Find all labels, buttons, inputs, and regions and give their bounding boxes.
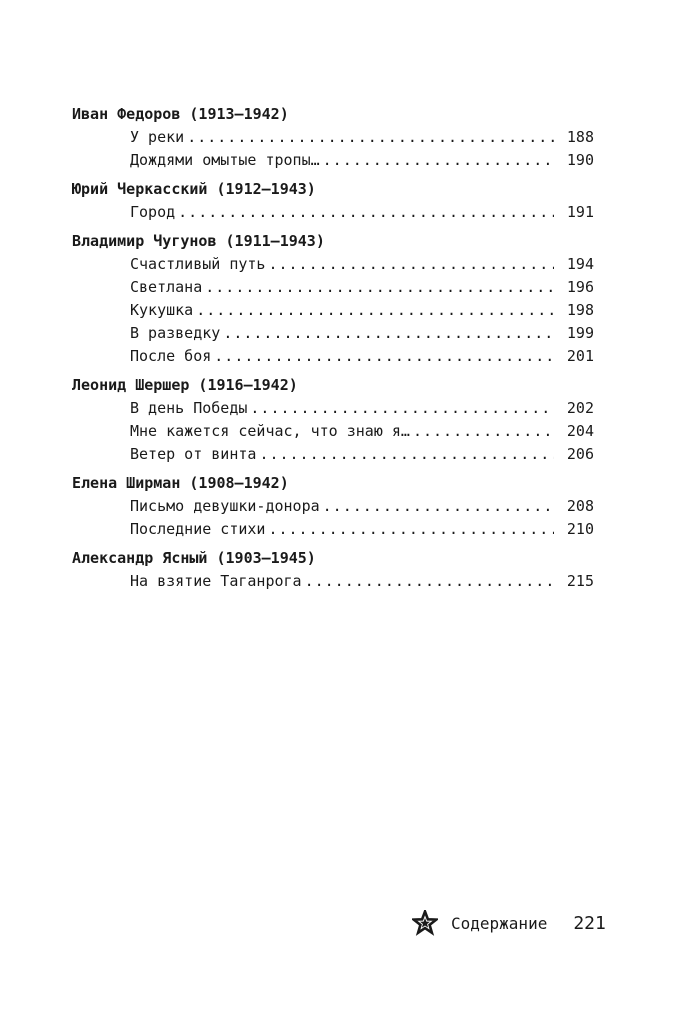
toc-section <box>72 373 594 466</box>
table-of-contents <box>72 102 594 598</box>
entry-title: Ветер от винта <box>130 445 257 463</box>
entry-title: Счастливый путь <box>130 255 266 273</box>
entry-title: После боя <box>130 347 212 365</box>
entry-page-number: 199 <box>566 324 594 342</box>
toc-section <box>72 229 594 368</box>
toc-entry[interactable] <box>130 126 594 149</box>
dot-leader <box>268 518 554 541</box>
entry-title: В день Победы <box>130 399 248 417</box>
toc-entry[interactable] <box>130 322 594 345</box>
toc-entry[interactable] <box>130 299 594 322</box>
dot-leader <box>323 495 554 518</box>
toc-section <box>72 546 594 593</box>
entry-page-number: 190 <box>566 151 594 169</box>
entry-title: Письмо девушки-донора <box>130 497 320 515</box>
author-heading: Александр Ясный (1903–1945) <box>72 549 316 567</box>
entry-page-number: 210 <box>566 520 594 538</box>
author-heading: Юрий Черкасский (1912–1943) <box>72 180 316 198</box>
entry-title: Мне кажется сейчас, что знаю я… <box>130 422 410 440</box>
entry-page-number: 194 <box>566 255 594 273</box>
entry-title: На взятие Таганрога <box>130 572 302 590</box>
entry-title: У реки <box>130 128 185 146</box>
toc-entry[interactable] <box>130 345 594 368</box>
star-icon <box>412 910 438 936</box>
toc-entry[interactable] <box>130 397 594 420</box>
entry-page-number: 198 <box>566 301 594 319</box>
entry-title: Светлана <box>130 278 203 296</box>
toc-section <box>72 177 594 224</box>
dot-leader <box>259 443 554 466</box>
page-footer <box>412 908 606 938</box>
toc-entry[interactable] <box>130 201 594 224</box>
entry-page-number: 188 <box>566 128 594 146</box>
toc-entry[interactable] <box>130 253 594 276</box>
author-heading: Леонид Шершер (1916–1942) <box>72 376 298 394</box>
toc-entry[interactable] <box>130 149 594 172</box>
entry-title: В разведку <box>130 324 221 342</box>
toc-section <box>72 471 594 541</box>
entry-page-number: 204 <box>566 422 594 440</box>
entry-title: Кукушка <box>130 301 194 319</box>
toc-entry[interactable] <box>130 570 594 593</box>
toc-entry[interactable] <box>130 276 594 299</box>
entry-page-number: 191 <box>566 203 594 221</box>
toc-entry[interactable] <box>130 420 594 443</box>
author-heading: Елена Ширман (1908–1942) <box>72 474 289 492</box>
toc-entry[interactable] <box>130 443 594 466</box>
toc-entry[interactable] <box>130 495 594 518</box>
entry-title: Дождями омытые тропы… <box>130 151 320 169</box>
entry-page-number: 201 <box>566 347 594 365</box>
dot-leader <box>178 201 554 224</box>
page-number: 221 <box>573 912 606 934</box>
toc-entry[interactable] <box>130 518 594 541</box>
dot-leader <box>413 420 554 443</box>
author-heading: Иван Федоров (1913–1942) <box>72 105 289 123</box>
dot-leader <box>196 299 554 322</box>
entry-page-number: 206 <box>566 445 594 463</box>
entry-page-number: 208 <box>566 497 594 515</box>
dot-leader <box>205 276 554 299</box>
entry-page-number: 196 <box>566 278 594 296</box>
entry-title: Город <box>130 203 176 221</box>
dot-leader <box>223 322 554 345</box>
section-label: Содержание <box>451 913 548 933</box>
dot-leader <box>250 397 554 420</box>
author-heading: Владимир Чугунов (1911–1943) <box>72 232 325 250</box>
toc-section <box>72 102 594 172</box>
dot-leader <box>323 149 554 172</box>
dot-leader <box>268 253 554 276</box>
dot-leader <box>305 570 554 593</box>
entry-page-number: 215 <box>566 572 594 590</box>
entry-page-number: 202 <box>566 399 594 417</box>
dot-leader <box>214 345 554 368</box>
dot-leader <box>187 126 554 149</box>
entry-title: Последние стихи <box>130 520 266 538</box>
